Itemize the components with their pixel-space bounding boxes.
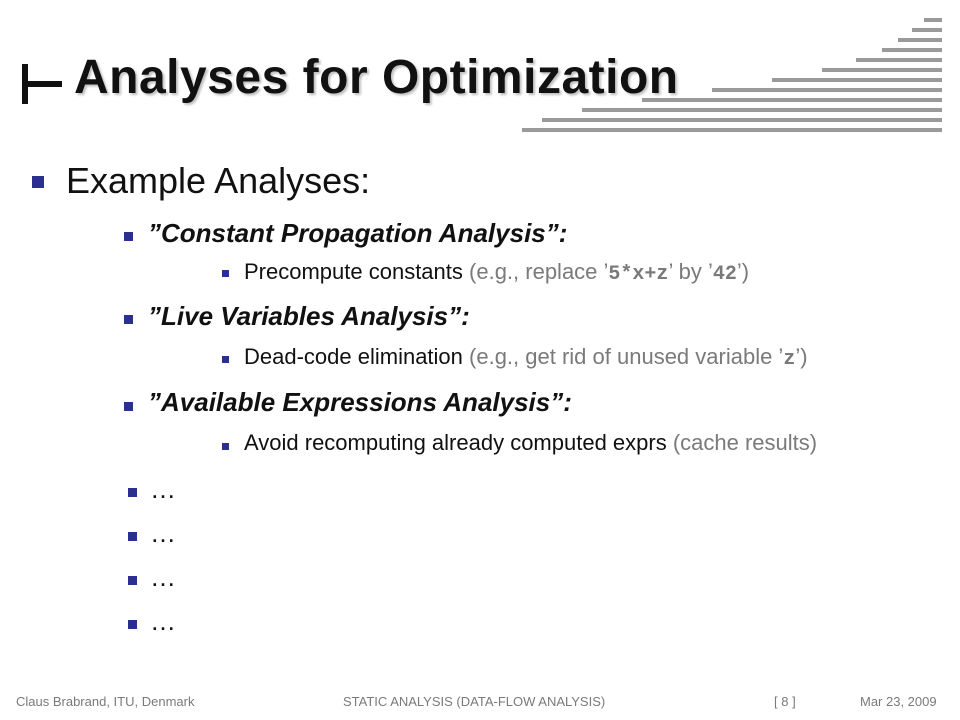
ellipsis-item: … <box>150 474 176 504</box>
sub-paren-close: ’) <box>736 259 750 284</box>
slide-footer <box>0 690 960 714</box>
footer-course: STATIC ANALYSIS (DATA-FLOW ANALYSIS) <box>343 694 606 709</box>
bullet-square <box>128 488 137 497</box>
bullet-square <box>32 176 44 188</box>
ellipsis-item: … <box>150 606 176 636</box>
sub-text: Precompute constants <box>244 259 463 284</box>
bullet-square <box>222 270 229 277</box>
sub-mid: ’ by ’ <box>668 259 713 284</box>
sub-text: Dead-code elimination <box>244 344 463 369</box>
analysis-constant-propagation: ”Constant Propagation Analysis”: <box>148 218 568 248</box>
sub-paren-open: (e.g., get rid of unused variable ’ <box>462 344 784 369</box>
sub-bullet-live-variables <box>244 344 808 371</box>
code-constant: 42 <box>712 263 737 286</box>
sub-bullet-available-expressions <box>244 430 817 456</box>
code-expression: 5*x+z <box>608 263 669 286</box>
bullet-square <box>124 232 133 241</box>
bullet-square <box>124 315 133 324</box>
footer-date: Mar 23, 2009 <box>860 694 937 709</box>
main-bullet: Example Analyses: <box>66 160 371 201</box>
bullet-square <box>222 443 229 450</box>
sub-paren-close: ’) <box>795 344 808 369</box>
code-variable: z <box>783 348 796 371</box>
analysis-available-expressions: ”Available Expressions Analysis”: <box>148 387 572 417</box>
bullet-square <box>128 532 137 541</box>
bullet-square <box>124 402 133 411</box>
sub-text: Avoid recomputing already computed exprs <box>244 430 667 455</box>
sub-paren-open: (e.g., replace ’ <box>462 259 609 284</box>
ellipsis-item: … <box>150 562 176 592</box>
bullet-square <box>128 620 137 629</box>
analysis-live-variables: ”Live Variables Analysis”: <box>148 301 470 331</box>
footer-page-number: [ 8 ] <box>774 694 796 709</box>
bullet-square <box>222 356 229 363</box>
sub-bullet-constant-propagation <box>244 259 749 286</box>
ellipsis-item: … <box>150 518 176 548</box>
sub-paren: (cache results) <box>666 430 818 455</box>
slide-title: Analyses for Optimization <box>74 51 679 104</box>
bullet-square <box>128 576 137 585</box>
footer-author: Claus Brabrand, ITU, Denmark <box>16 694 195 709</box>
